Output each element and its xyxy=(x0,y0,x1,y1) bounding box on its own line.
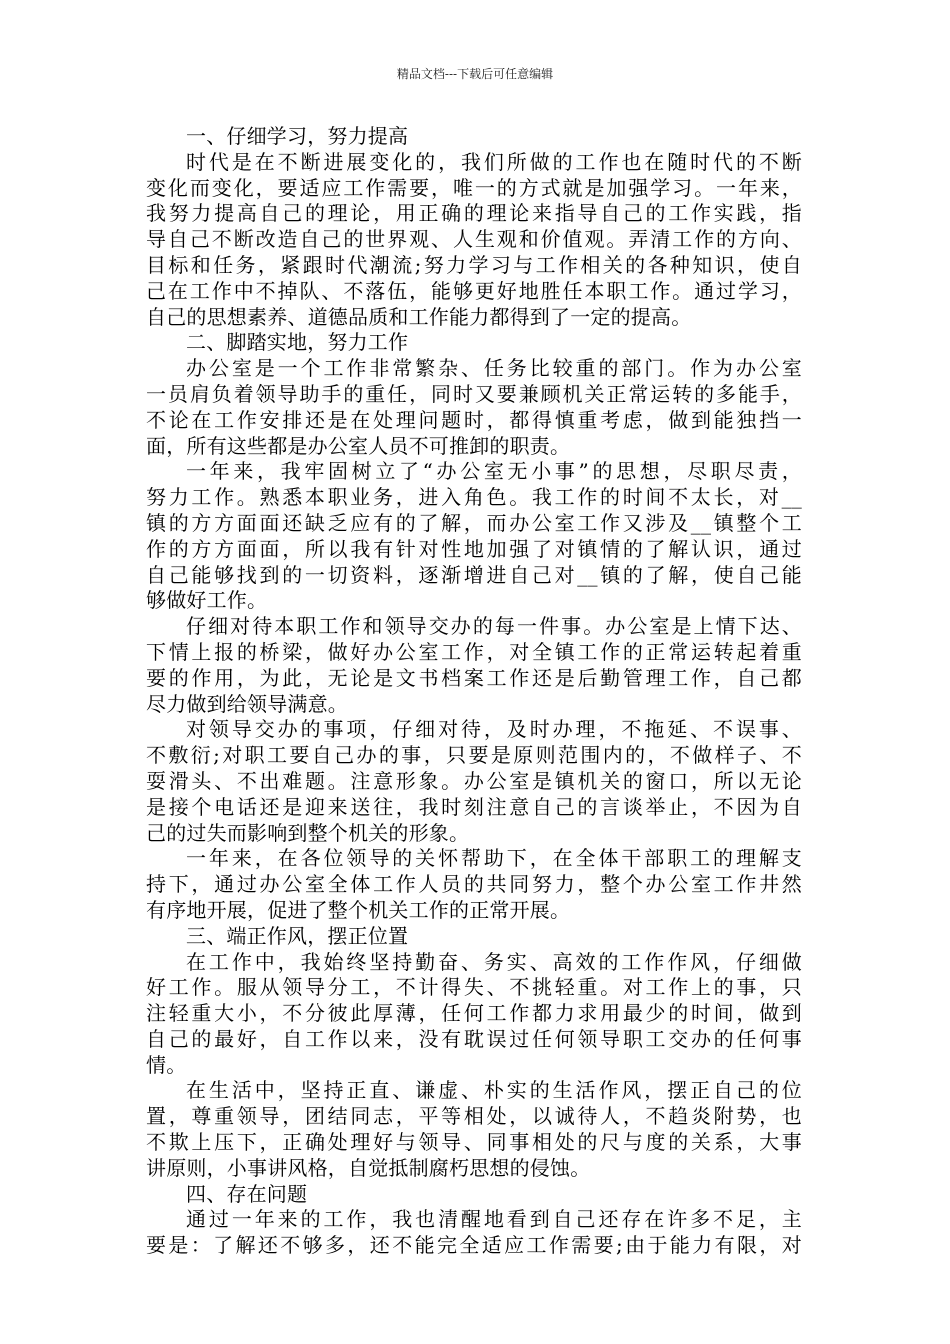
text-line: 时代是在不断进展变化的，我们所做的工作也在随时代的不断 xyxy=(186,149,802,174)
text-line: 注轻重大小，不分彼此厚薄，任何工作都力求用最少的时间，做到 xyxy=(146,1001,802,1026)
text-line: 够做好工作。 xyxy=(146,588,268,613)
text-line: 自己能够找到的一切资料，逐渐增进自己对__镇的了解，使自己能 xyxy=(146,562,802,587)
text-line: 一年来，我牢固树立了“办公室无小事”的思想，尽职尽责， xyxy=(186,459,802,484)
text-line: 一员肩负着领导助手的重任，同时又要兼顾机关正常运转的多能手， xyxy=(146,381,802,406)
text-line: 三、端正作风，摆正位置 xyxy=(186,923,409,948)
text-line: 耍滑头、不出难题。注意形象。办公室是镇机关的窗口，所以无论 xyxy=(146,768,802,793)
text-line: 情。 xyxy=(146,1052,187,1077)
text-line: 镇的方方面面还缺乏应有的了解，而办公室工作又涉及__镇整个工 xyxy=(146,510,802,535)
text-line: 讲原则，小事讲风格，自觉抵制腐朽思想的侵蚀。 xyxy=(146,1155,591,1180)
text-line: 己在工作中不掉队、不落伍，能够更好地胜任本职工作。通过学习， xyxy=(146,278,802,303)
text-line: 导自己不断改造自己的世界观、人生观和价值观。弄清工作的方向、 xyxy=(146,227,802,252)
text-line: 是接个电话还是迎来送往，我时刻注意自己的言谈举止，不因为自 xyxy=(146,794,802,819)
text-line: 在工作中，我始终坚持勤奋、务实、高效的工作作风，仔细做 xyxy=(186,949,802,974)
text-line: 对领导交办的事项，仔细对待，及时办理，不拖延、不误事、 xyxy=(186,717,802,742)
text-line: 通过一年来的工作，我也清醒地看到自己还存在许多不足，主 xyxy=(186,1207,802,1232)
text-line: 面，所有这些都是办公室人员不可推卸的职责。 xyxy=(146,433,571,458)
text-line: 自己的最好，自工作以来，没有耽误过任何领导职工交办的任何事 xyxy=(146,1026,802,1051)
text-line: 在生活中，坚持正直、谦虚、朴实的生活作风，摆正自己的位 xyxy=(186,1078,802,1103)
text-line: 自己的思想素养、道德品质和工作能力都得到了一定的提高。 xyxy=(146,304,692,329)
text-line: 不论在工作安排还是在处理问题时，都得慎重考虑，做到能独挡一 xyxy=(146,407,802,432)
text-line: 下情上报的桥梁，做好办公室工作，对全镇工作的正常运转起着重 xyxy=(146,639,802,664)
text-line: 二、脚踏实地，努力工作 xyxy=(186,330,409,355)
text-line: 努力工作。熟悉本职业务，进入角色。我工作的时间不太长，对__ xyxy=(146,485,802,510)
text-line: 置，尊重领导，团结同志，平等相处，以诚待人，不趋炎附势，也 xyxy=(146,1104,802,1129)
text-line: 有序地开展，促进了整个机关工作的正常开展。 xyxy=(146,897,571,922)
text-line: 一、仔细学习，努力提高 xyxy=(186,124,409,148)
text-line: 作的方方面面，所以我有针对性地加强了对镇情的了解认识，通过 xyxy=(146,536,802,561)
text-line: 己的过失而影响到整个机关的形象。 xyxy=(146,820,470,845)
text-line: 目标和任务，紧跟时代潮流;努力学习与工作相关的各种知识，使自 xyxy=(146,252,802,277)
text-line: 好工作。服从领导分工，不计得失、不挑轻重。对工作上的事，只 xyxy=(146,975,802,1000)
text-line: 不欺上压下，正确处理好与领导、同事相处的尺与度的关系，大事 xyxy=(146,1130,802,1155)
text-line: 要是：了解还不够多，还不能完全适应工作需要;由于能力有限，对 xyxy=(146,1233,802,1258)
text-line: 要的作用，为此，无论是文书档案工作还是后勤管理工作，自己都 xyxy=(146,665,802,690)
text-line: 四、存在问题 xyxy=(186,1181,308,1206)
page-header: 精品文档---下载后可任意编辑 xyxy=(396,67,554,81)
text-line: 办公室是一个工作非常繁杂、任务比较重的部门。作为办公室 xyxy=(186,356,802,381)
text-line: 持下，通过办公室全体工作人员的共同努力，整个办公室工作井然 xyxy=(146,872,802,897)
text-line: 尽力做到给领导满意。 xyxy=(146,691,348,716)
document-body xyxy=(146,124,802,1259)
text-line: 不敷衍;对职工要自己办的事，只要是原则范围内的，不做样子、不 xyxy=(146,743,802,768)
text-line: 仔细对待本职工作和领导交办的每一件事。办公室是上情下达、 xyxy=(186,614,802,639)
text-line: 变化而变化，要适应工作需要，唯一的方式就是加强学习。一年来， xyxy=(146,175,802,200)
text-line: 我努力提高自己的理论，用正确的理论来指导自己的工作实践，指 xyxy=(146,201,802,226)
text-line: 一年来，在各位领导的关怀帮助下，在全体干部职工的理解支 xyxy=(186,846,802,871)
